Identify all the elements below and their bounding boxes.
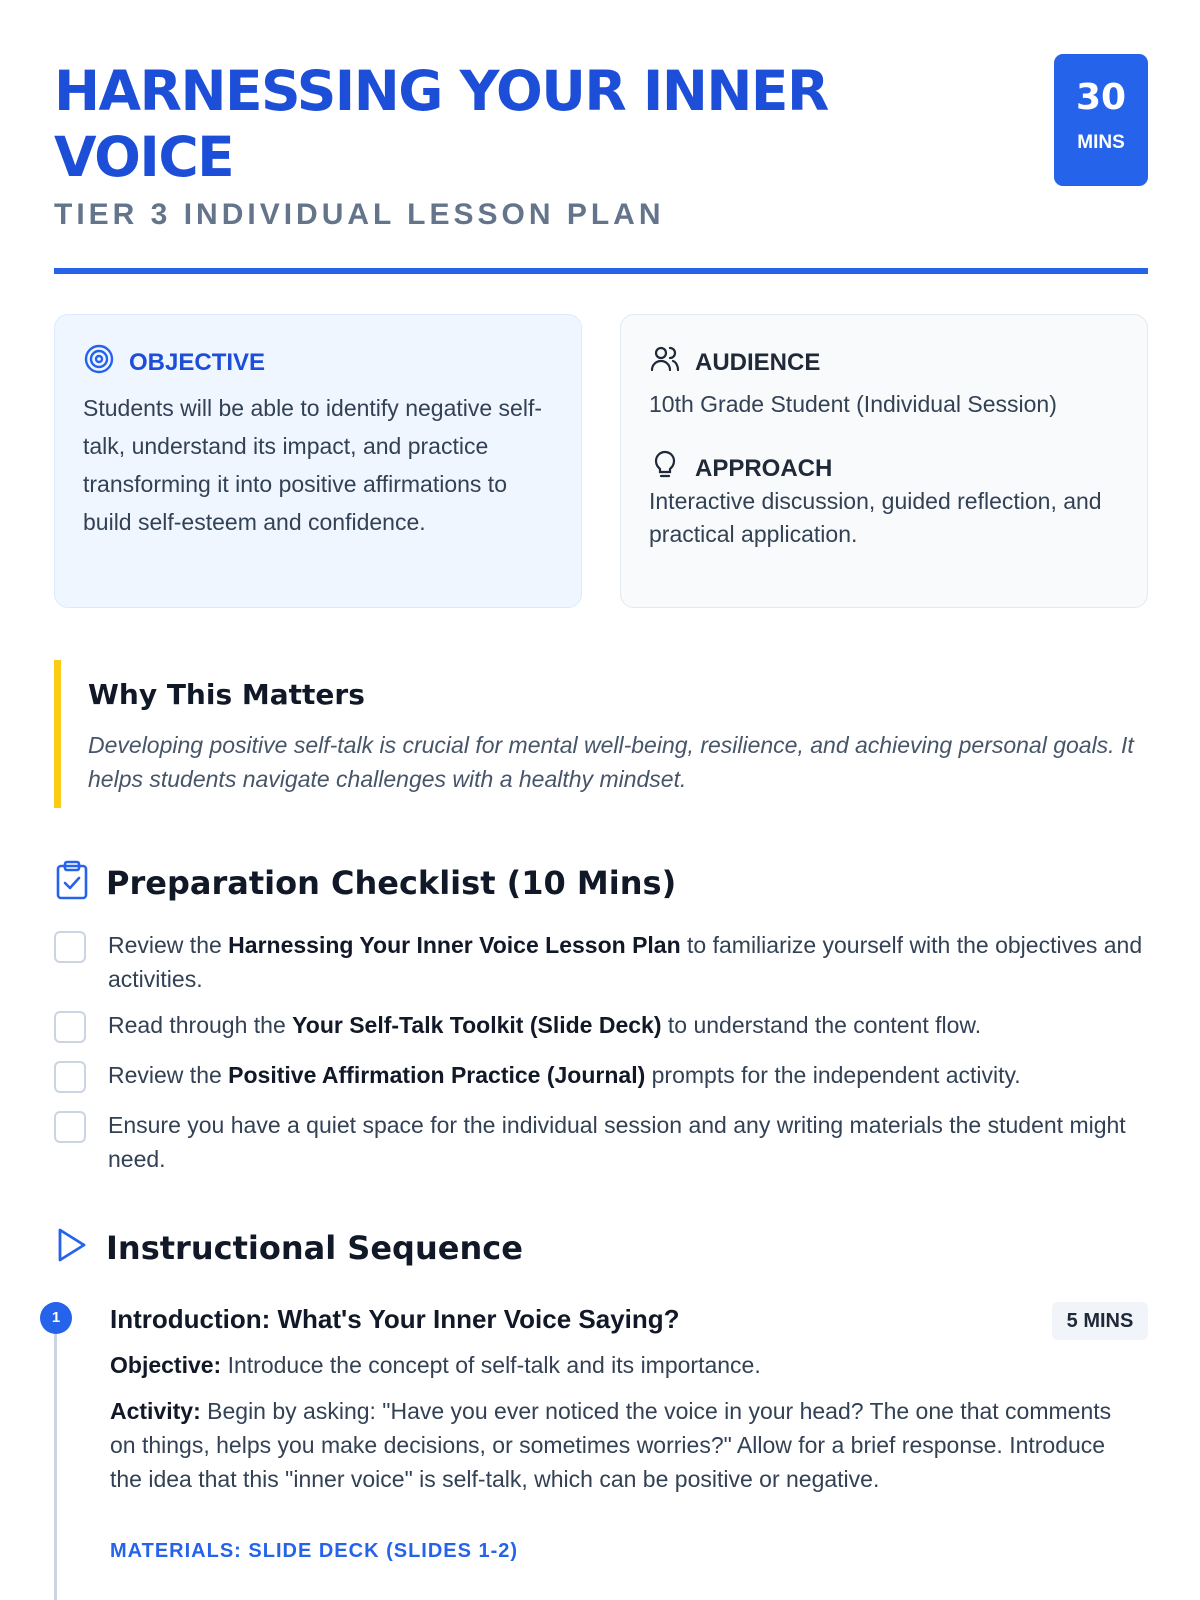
audience-text: 10th Grade Student (Individual Session): [649, 391, 1057, 417]
approach-heading: [649, 449, 832, 488]
checklist-item-text: Ensure you have a quiet space for the individual session and any writing materials the student might need.: [108, 1112, 1126, 1172]
clipboard-check-icon: [54, 860, 90, 905]
checklist-item-text: Review the Harnessing Your Inner Voice Lesson Plan to familiarize yourself with the objectives and activities.: [108, 932, 1143, 992]
checkbox[interactable]: [54, 1011, 86, 1043]
preparation-heading: [54, 860, 676, 905]
checklist-item-text: Read through the Your Self-Talk Toolkit (Slide Deck) to understand the content flow.: [108, 1012, 982, 1038]
checkbox[interactable]: [54, 1111, 86, 1143]
header: [54, 58, 1148, 278]
step-number: 1: [40, 1302, 72, 1334]
step-title: Introduction: What's Your Inner Voice Saying?: [110, 1304, 680, 1334]
checkbox[interactable]: [54, 931, 86, 963]
approach-text: Interactive discussion, guided reflection, and practical application.: [649, 488, 1102, 547]
why-text: Developing positive self-talk is crucial for mental well-being, resilience, and achieving personal goals. It helps students navigate challenges with a healthy mindset.: [88, 732, 1134, 792]
sequence-title: Instructional Sequence: [106, 1228, 523, 1267]
checklist-item-text: Review the Positive Affirmation Practice (Journal) prompts for the independent activity.: [108, 1062, 1021, 1088]
approach-heading-label: APPROACH: [695, 454, 833, 482]
audience-card: [620, 314, 1148, 608]
step-duration-badge: 5 MINS: [1052, 1302, 1148, 1340]
timeline-line: [54, 1318, 57, 1600]
page-subtitle: TIER 3 INDIVIDUAL LESSON PLAN: [54, 198, 665, 231]
header-divider: [54, 268, 1148, 274]
duration-unit: MINS: [1077, 132, 1125, 153]
step-activity: Activity: Begin by asking: "Have you ever noticed the voice in your head? The one that comments on things, helps you make decisions, or sometimes worries?" Allow for a brief response. Introduce the idea that this "inner voice" is self-talk, which can be positive or negative.: [110, 1398, 1112, 1492]
play-icon: [54, 1226, 90, 1269]
audience-heading-label: AUDIENCE: [695, 348, 821, 376]
step-materials: MATERIALS: SLIDE DECK (SLIDES 1-2): [110, 1540, 519, 1562]
sequence-heading: [54, 1226, 523, 1269]
why-title: Why This Matters: [88, 678, 365, 711]
users-icon: [649, 343, 681, 382]
objective-heading: [83, 343, 265, 382]
audience-heading: [649, 343, 820, 382]
duration-badge: [1054, 54, 1148, 186]
objective-text: Students will be able to identify negative self-talk, understand its impact, and practice transforming it into positive affirmations to build self-esteem and confidence.: [83, 395, 542, 535]
step-objective: Objective: Introduce the concept of self-talk and its importance.: [110, 1352, 761, 1378]
preparation-title: Preparation Checklist (10 Mins): [106, 863, 677, 902]
objective-card: [54, 314, 582, 608]
lightbulb-icon: [649, 449, 681, 488]
lesson-plan-page: [51, 0, 1148, 1600]
page-title: HARNESSING YOUR INNER VOICE: [54, 59, 828, 189]
objective-heading-label: OBJECTIVE: [129, 348, 266, 376]
checkbox[interactable]: [54, 1061, 86, 1093]
target-icon: [83, 343, 115, 382]
why-this-matters: [54, 660, 1148, 808]
duration-value: 30: [1075, 77, 1127, 118]
